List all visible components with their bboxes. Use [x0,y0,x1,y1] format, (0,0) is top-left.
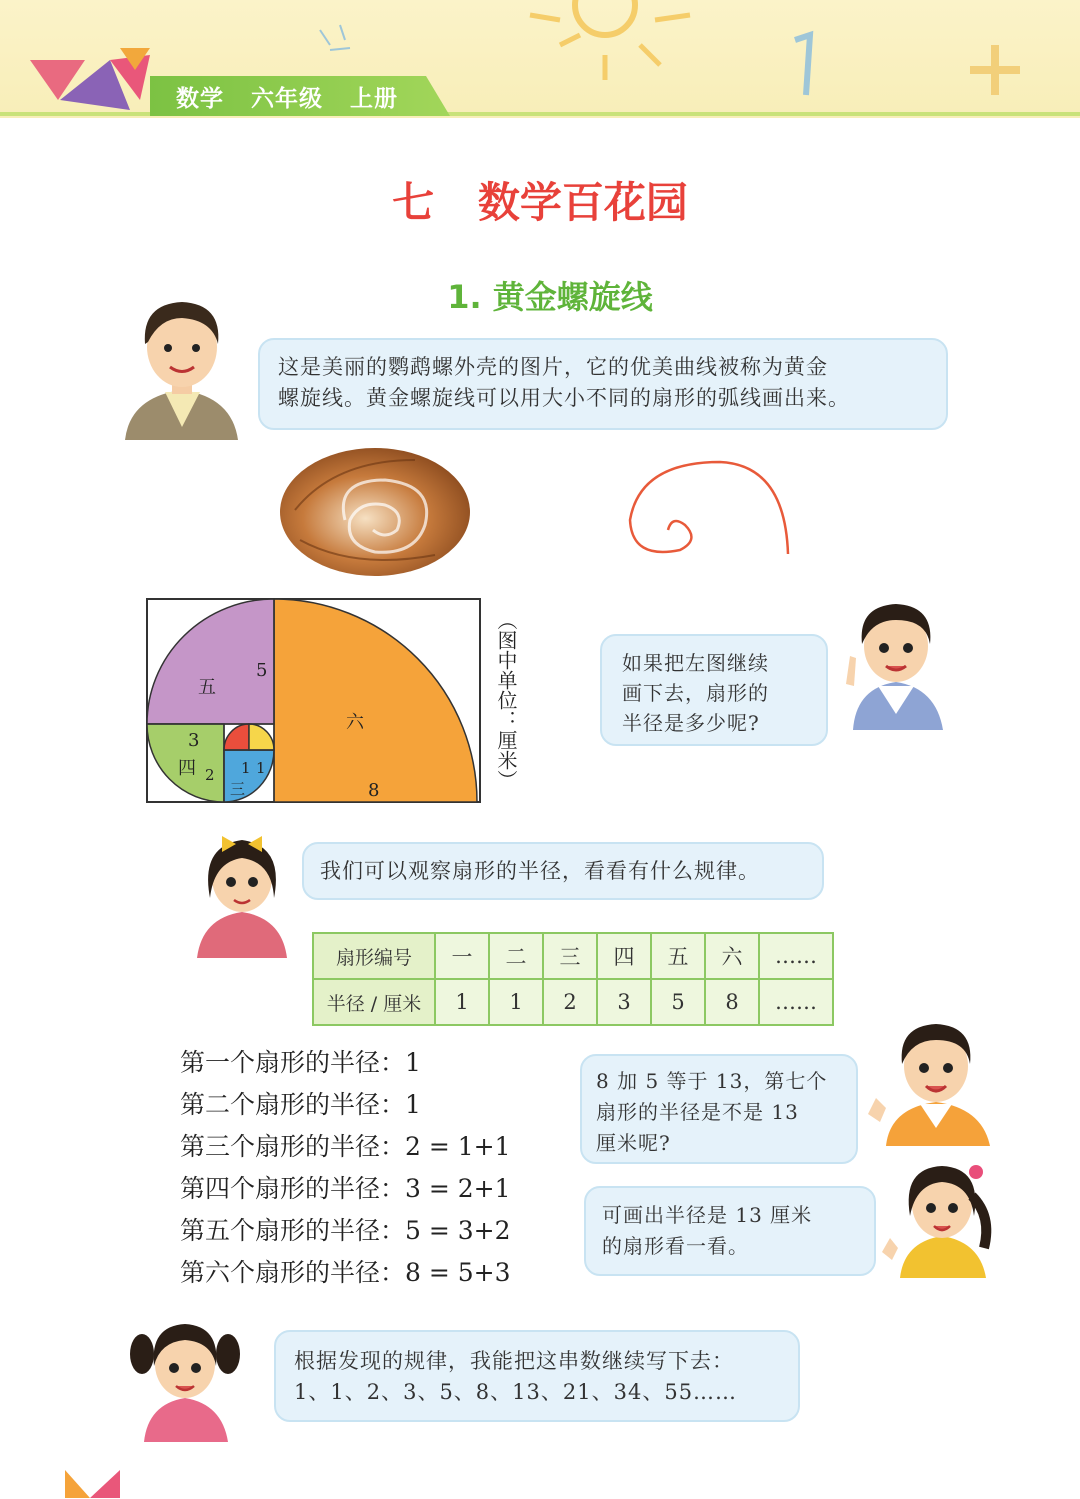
girl2-speech-bubble [584,1186,876,1276]
table-cell: 1 [435,979,489,1025]
girl2-bubble-line-1: 可画出半径是 13 厘米 [602,1203,813,1227]
nautilus-shell-image [275,440,475,580]
golden-rectangle-diagram [146,598,482,804]
teacher-avatar [120,292,245,442]
girl3-speech-bubble [274,1330,800,1422]
sparkle-doodle [320,25,350,50]
boy-speech-bubble [600,634,828,746]
girl2-bubble-line-2: 的扇形看一看。 [602,1234,749,1258]
sector-label-five: 五 [198,677,216,698]
side-label-eight: 8 [368,780,380,801]
equation-line: 第二个扇形的半径：1 [180,1090,421,1119]
side-label-one-b: 1 [256,759,266,777]
girl-avatar [192,826,292,960]
boy2-bubble-line-1: 8 加 5 等于 13，第七个 [596,1069,828,1093]
equation-line: 第三个扇形的半径：2 = 1+1 [180,1132,511,1161]
table-cell: 5 [651,979,705,1025]
diagram-unit-note: （图中单位：厘米） [494,610,518,790]
sun-icon [575,0,635,35]
radius-equations [180,1042,511,1294]
table-cell: 8 [705,979,759,1025]
header-subject-label: 数学 六年级 上册 [176,86,399,112]
sector-label-four: 四 [178,758,196,779]
teacher-bubble-line-2: 螺旋线。黄金螺旋线可以用大小不同的扇形的弧线画出来。 [278,386,850,410]
equation-line: 第六个扇形的半径：8 = 5+3 [180,1258,511,1287]
girl3-bubble-line-2: 1、1、2、3、5、8、13、21、34、55…… [294,1380,738,1404]
table-cell: 3 [597,979,651,1025]
girl3-bubble-line-1: 根据发现的规律，我能把这串数继续写下去： [294,1349,734,1373]
sun-rays [530,15,690,80]
equation-line: 第四个扇形的半径：3 = 2+1 [180,1174,511,1203]
plus-doodle [970,45,1020,95]
digit-one-doodle [795,35,810,95]
boy-bubble-line-3: 半径是多少呢? [622,711,760,735]
side-label-two: 2 [205,766,215,784]
table-header-radius: 半径 / 厘米 [313,979,435,1025]
table-row-number [313,933,833,979]
girl-bubble-text: 我们可以观察扇形的半径，看看有什么规律。 [320,859,760,883]
boy-avatar [838,596,953,732]
table-cell: 六 [705,933,759,979]
side-label-three: 3 [188,730,200,751]
sector-label-three: 三 [230,780,246,798]
girl2-avatar [880,1156,1000,1280]
table-header-number: 扇形编号 [313,933,435,979]
equation-line: 第五个扇形的半径：5 = 3+2 [180,1216,511,1245]
golden-spiral-curve [610,450,810,570]
chapter-title: 七 数学百花园 [392,178,688,227]
table-cell: 三 [543,933,597,979]
radius-table [312,932,834,1026]
table-row-radius [313,979,833,1025]
boy2-speech-bubble [580,1054,858,1164]
boy-bubble-line-1: 如果把左图继续 [622,651,769,675]
table-cell: 2 [543,979,597,1025]
boy2-bubble-line-2: 扇形的半径是不是 13 [596,1100,799,1124]
table-cell: …… [759,979,833,1025]
table-cell: 一 [435,933,489,979]
footer-decoration [60,1470,130,1499]
sector-label-six: 六 [346,712,364,733]
table-cell: 五 [651,933,705,979]
girl-speech-bubble [302,842,824,900]
teacher-bubble-line-1: 这是美丽的鹦鹉螺外壳的图片，它的优美曲线被称为黄金 [278,355,828,379]
boy-bubble-line-2: 画下去，扇形的 [622,681,769,705]
side-label-five: 5 [256,660,268,681]
table-cell: 二 [489,933,543,979]
girl3-avatar [130,1312,240,1444]
table-cell: 1 [489,979,543,1025]
side-label-one-a: 1 [241,759,251,777]
table-cell: 四 [597,933,651,979]
boy2-avatar [866,1018,1001,1148]
boy2-bubble-line-3: 厘米呢? [596,1131,671,1155]
teacher-speech-bubble [258,338,948,430]
section-title: 1. 黄金螺旋线 [447,278,653,316]
equation-line: 第一个扇形的半径：1 [180,1048,421,1077]
table-cell: …… [759,933,833,979]
